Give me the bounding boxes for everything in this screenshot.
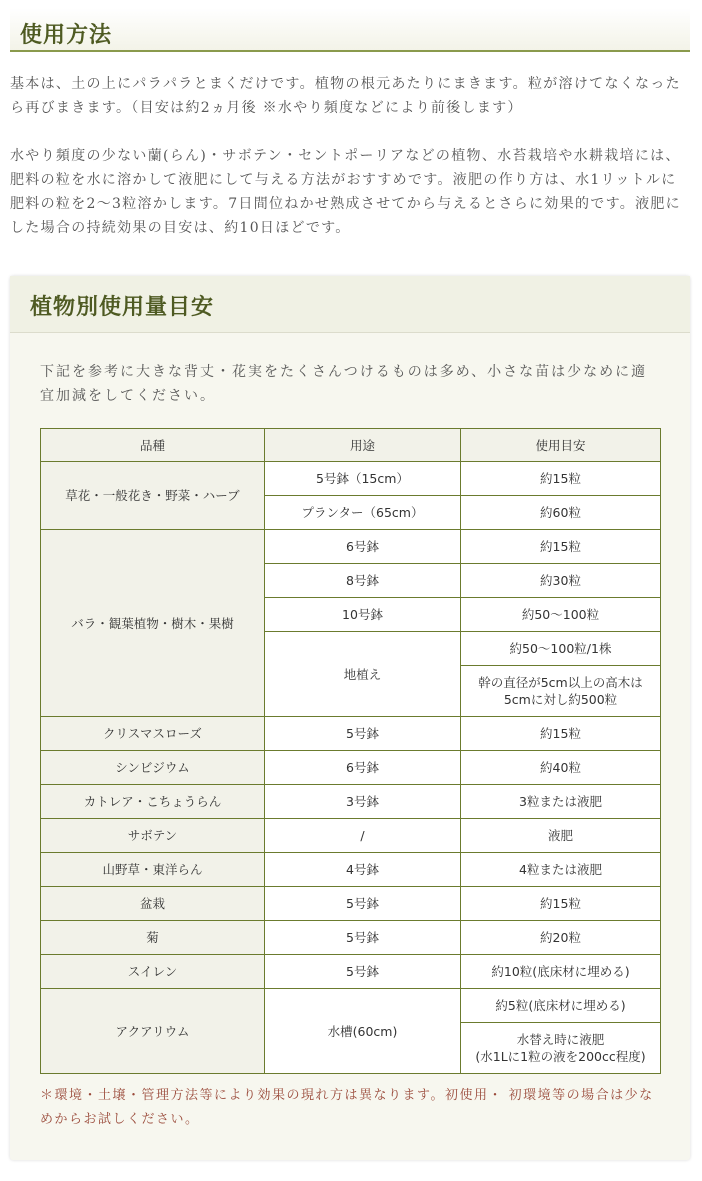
cell-amount: 約40粒	[461, 751, 661, 785]
header-use: 用途	[265, 429, 461, 462]
usage-table	[40, 428, 661, 1074]
cell-use: 3号鉢	[265, 785, 461, 819]
header-amount: 使用目安	[461, 429, 661, 462]
amount-line: 幹の直径が5cm以上の高木は	[478, 675, 643, 690]
table-row	[41, 462, 661, 496]
table-row	[41, 989, 661, 1023]
amount-line: 水替え時に液肥	[516, 1032, 605, 1047]
cell-use: 4号鉢	[265, 853, 461, 887]
cell-use: 5号鉢	[265, 887, 461, 921]
cell-use: プランター（65cm）	[265, 496, 461, 530]
guide-intro: 下記を参考に大きな背丈・花実をたくさんつけるものは多め、小さな苗は少なめに適宜加減をしてください。	[40, 364, 648, 404]
cell-amount: 約10粒(底床材に埋める)	[461, 955, 661, 989]
cell-amount: 約50〜100粒/1株	[461, 632, 661, 666]
cell-amount: 3粒または液肥	[461, 785, 661, 819]
table-row	[41, 853, 661, 887]
cell-use: 5号鉢	[265, 921, 461, 955]
table-row	[41, 921, 661, 955]
cell-amount	[461, 666, 661, 717]
table-row	[41, 530, 661, 564]
table-row	[41, 955, 661, 989]
table-row	[41, 751, 661, 785]
cell-amount: 約50〜100粒	[461, 598, 661, 632]
table-row	[41, 819, 661, 853]
amount-line: 5cmに対し約500粒	[503, 692, 618, 707]
cell-amount: 液肥	[461, 819, 661, 853]
cell-use: 5号鉢（15cm）	[265, 462, 461, 496]
cell-variety: クリスマスローズ	[41, 717, 265, 751]
cell-variety: カトレア・こちょうらん	[41, 785, 265, 819]
cell-amount: 約20粒	[461, 921, 661, 955]
cell-variety: 菊	[41, 921, 265, 955]
cell-amount: 4粒または液肥	[461, 853, 661, 887]
cell-variety: バラ・観葉植物・樹木・果樹	[41, 530, 265, 717]
cell-use: 10号鉢	[265, 598, 461, 632]
table-header-row	[41, 429, 661, 462]
cell-use: 5号鉢	[265, 955, 461, 989]
cell-amount: 約30粒	[461, 564, 661, 598]
guide-box	[10, 276, 690, 1160]
cell-variety: スイレン	[41, 955, 265, 989]
cell-amount	[461, 1023, 661, 1074]
usage-title: 使用方法	[20, 22, 113, 48]
guide-header	[10, 276, 690, 333]
cell-amount: 約5粒(底床材に埋める)	[461, 989, 661, 1023]
cell-amount: 約15粒	[461, 462, 661, 496]
section-title-usage	[10, 8, 690, 52]
caution-note: ＊環境・土壌・管理方法等により効果の現れ方は異なります。初使用・ 初環境等の場合は少なめからお試しください。	[40, 1088, 654, 1127]
cell-amount: 約15粒	[461, 887, 661, 921]
cell-use: /	[265, 819, 461, 853]
usage-paragraph-2: 水やり頻度の少ない蘭(らん)・サボテン・セントポーリアなどの植物、水苔栽培や水耕栽培には、肥料の粒を水に溶かして液肥にして与える方法がおすすめです。液肥の作り方は、水1リットルに肥料の粒を2〜3粒溶かします。7日間位ねかせ熟成させてから与えるとさらに効果的です。液肥にした場合の持続効果の目安は、約10日ほどです。	[10, 148, 681, 236]
cell-use: 5号鉢	[265, 717, 461, 751]
table-row	[41, 785, 661, 819]
cell-variety: 草花・一般花き・野菜・ハーブ	[41, 462, 265, 530]
cell-use: 8号鉢	[265, 564, 461, 598]
cell-amount: 約15粒	[461, 530, 661, 564]
cell-use: 6号鉢	[265, 751, 461, 785]
table-row	[41, 887, 661, 921]
cell-amount: 約60粒	[461, 496, 661, 530]
cell-use: 地植え	[265, 632, 461, 717]
guide-title: 植物別使用量目安	[30, 294, 215, 320]
amount-line: (水1Lに1粒の液を200cc程度)	[475, 1049, 646, 1064]
cell-variety: 山野草・東洋らん	[41, 853, 265, 887]
cell-amount: 約15粒	[461, 717, 661, 751]
cell-variety: 盆栽	[41, 887, 265, 921]
cell-use: 水槽(60cm)	[265, 989, 461, 1074]
usage-paragraph-1: 基本は、土の上にパラパラとまくだけです。植物の根元あたりにまきます。粒が溶けてなくなったら再びまきます。（目安は約2ヵ月後 ※水やり頻度などにより前後します）	[10, 76, 681, 116]
header-variety: 品種	[41, 429, 265, 462]
cell-variety: シンビジウム	[41, 751, 265, 785]
cell-variety: サボテン	[41, 819, 265, 853]
table-row	[41, 717, 661, 751]
cell-use: 6号鉢	[265, 530, 461, 564]
cell-variety: アクアリウム	[41, 989, 265, 1074]
